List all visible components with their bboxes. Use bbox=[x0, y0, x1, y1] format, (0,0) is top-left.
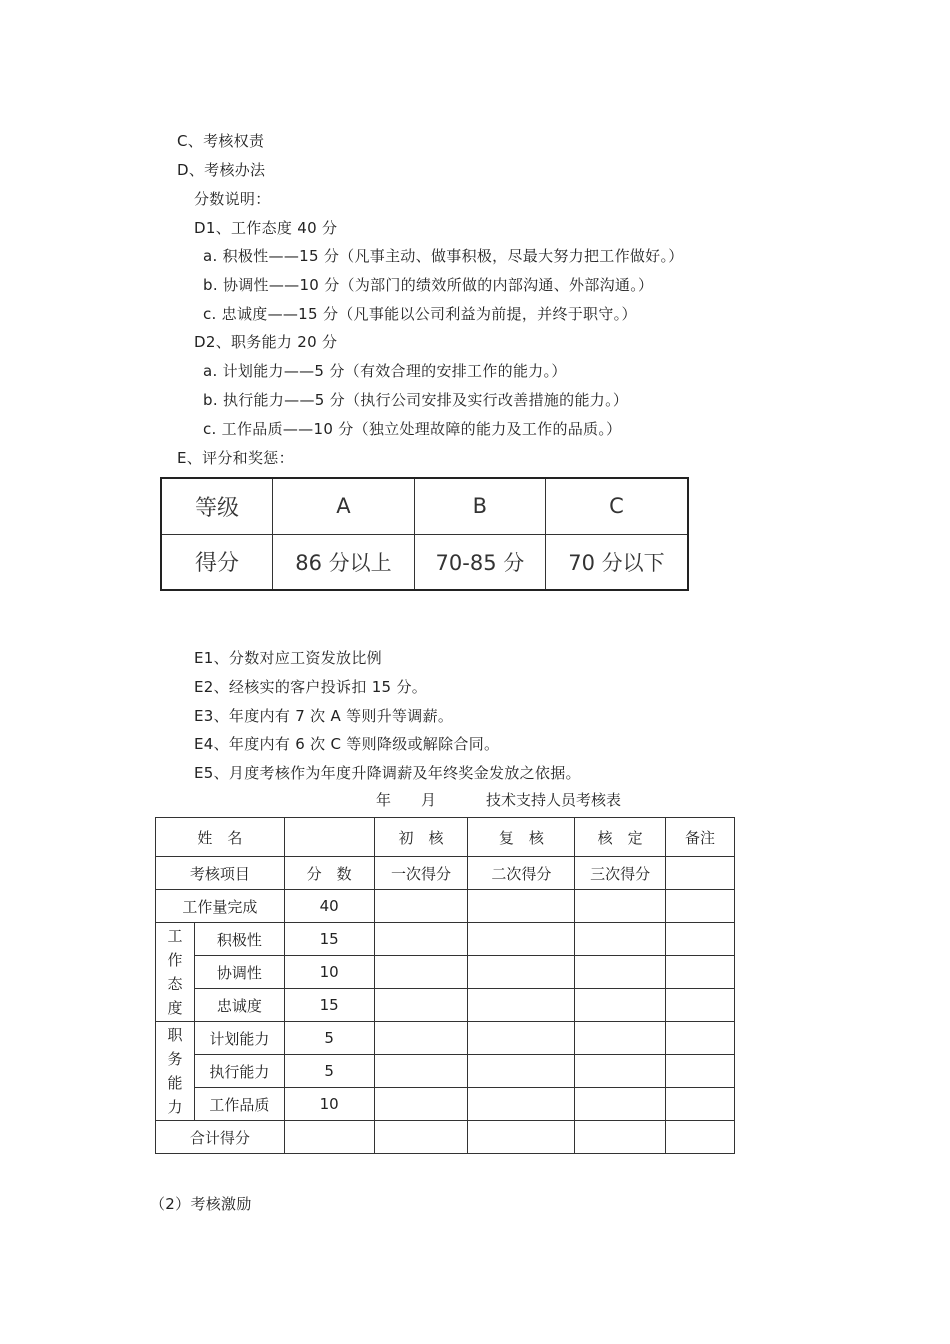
final-review-label: 核 定 bbox=[575, 818, 666, 857]
empty-cell bbox=[666, 1055, 735, 1088]
score1-label: 一次得分 bbox=[374, 857, 468, 890]
grade-header-cell: 等级 bbox=[161, 478, 273, 534]
rule-e1: E1、分数对应工资发放比例 bbox=[194, 649, 382, 667]
workload-label: 工作量完成 bbox=[156, 890, 285, 923]
table-row bbox=[156, 857, 735, 890]
grade-table bbox=[160, 477, 689, 591]
proactive-score: 15 bbox=[284, 923, 374, 956]
table-row bbox=[156, 1088, 735, 1121]
table-row bbox=[156, 890, 735, 923]
empty-cell bbox=[666, 857, 735, 890]
empty-cell bbox=[468, 1055, 575, 1088]
empty-cell bbox=[468, 1022, 575, 1055]
ability-char: 力 bbox=[167, 1098, 183, 1116]
empty-cell bbox=[468, 1088, 575, 1121]
total-label: 合计得分 bbox=[156, 1121, 285, 1154]
grade-cell-a: A bbox=[273, 478, 415, 534]
ability-char: 职 bbox=[167, 1026, 183, 1044]
empty-cell bbox=[374, 923, 468, 956]
ability-char: 能 bbox=[167, 1074, 183, 1092]
execution-score: 5 bbox=[284, 1055, 374, 1088]
table-row bbox=[156, 956, 735, 989]
empty-cell bbox=[468, 956, 575, 989]
remarks-label: 备注 bbox=[666, 818, 735, 857]
empty-cell bbox=[468, 890, 575, 923]
d1-heading: D1、工作态度 40 分 bbox=[194, 219, 338, 237]
table-row bbox=[156, 1121, 735, 1154]
table-row bbox=[156, 1022, 735, 1055]
empty-cell bbox=[575, 1121, 666, 1154]
score-cell-c: 70 分以下 bbox=[545, 534, 688, 590]
form-title bbox=[376, 790, 621, 810]
grade-cell-c: C bbox=[545, 478, 688, 534]
grade-row bbox=[161, 478, 688, 534]
empty-cell bbox=[575, 890, 666, 923]
empty-cell bbox=[468, 923, 575, 956]
attitude-char: 工 bbox=[167, 927, 183, 945]
d2-item-b: b. 执行能力——5 分（执行公司安排及实行改善措施的能力。） bbox=[203, 391, 629, 409]
grade-cell-b: B bbox=[414, 478, 545, 534]
d2-heading: D2、职务能力 20 分 bbox=[194, 333, 338, 351]
coordination-score: 10 bbox=[284, 956, 374, 989]
empty-cell bbox=[575, 989, 666, 1022]
table-row bbox=[156, 1055, 735, 1088]
table-row bbox=[156, 818, 735, 857]
d2-item-c: c. 工作品质——10 分（独立处理故障的能力及工作的品质。） bbox=[203, 420, 622, 438]
loyalty-score: 15 bbox=[284, 989, 374, 1022]
quality-score: 10 bbox=[284, 1088, 374, 1121]
ability-char: 务 bbox=[167, 1050, 183, 1068]
section-d: D、考核办法 bbox=[177, 161, 266, 179]
first-review-label: 初 核 bbox=[374, 818, 468, 857]
d1-item-b: b. 协调性——10 分（为部门的绩效所做的内部沟通、外部沟通。） bbox=[203, 276, 654, 294]
section-e: E、评分和奖惩： bbox=[177, 449, 294, 467]
attitude-char: 作 bbox=[167, 951, 183, 969]
score-cell-b: 70-85 分 bbox=[414, 534, 545, 590]
attitude-char: 态 bbox=[167, 975, 183, 993]
empty-cell bbox=[374, 1055, 468, 1088]
planning-score: 5 bbox=[284, 1022, 374, 1055]
score2-label: 二次得分 bbox=[468, 857, 575, 890]
empty-cell bbox=[666, 890, 735, 923]
second-review-label: 复 核 bbox=[468, 818, 575, 857]
month-label: 月 bbox=[421, 791, 437, 809]
execution-label: 执行能力 bbox=[194, 1055, 284, 1088]
empty-cell bbox=[575, 1022, 666, 1055]
empty-cell bbox=[468, 1121, 575, 1154]
score-label: 分 数 bbox=[284, 857, 374, 890]
rule-e3: E3、年度内有 7 次 A 等则升等调薪。 bbox=[194, 707, 454, 725]
d2-item-a: a. 计划能力——5 分（有效合理的安排工作的能力。） bbox=[203, 362, 567, 380]
empty-cell bbox=[666, 956, 735, 989]
empty-cell bbox=[374, 956, 468, 989]
assessment-table bbox=[155, 817, 735, 1154]
attitude-group-label bbox=[156, 923, 195, 1022]
ability-group-label bbox=[156, 1022, 195, 1121]
workload-score: 40 bbox=[284, 890, 374, 923]
table-row bbox=[156, 923, 735, 956]
attitude-char: 度 bbox=[167, 999, 183, 1017]
table-row bbox=[156, 989, 735, 1022]
score-note: 分数说明： bbox=[194, 190, 271, 208]
empty-cell bbox=[666, 989, 735, 1022]
section-c: C、考核权责 bbox=[177, 132, 265, 150]
empty-cell bbox=[666, 1022, 735, 1055]
empty-cell bbox=[374, 1121, 468, 1154]
rule-e2: E2、经核实的客户投诉扣 15 分。 bbox=[194, 678, 428, 696]
score-header-cell: 得分 bbox=[161, 534, 273, 590]
loyalty-label: 忠诚度 bbox=[194, 989, 284, 1022]
form-title-text: 技术支持人员考核表 bbox=[486, 791, 622, 809]
score3-label: 三次得分 bbox=[575, 857, 666, 890]
empty-cell bbox=[468, 989, 575, 1022]
rule-e4: E4、年度内有 6 次 C 等则降级或解除合同。 bbox=[194, 735, 500, 753]
score-row bbox=[161, 534, 688, 590]
empty-cell bbox=[374, 1022, 468, 1055]
d1-item-a: a. 积极性——15 分（凡事主动、做事积极，尽最大努力把工作做好。） bbox=[203, 247, 684, 265]
d1-item-c: c. 忠诚度——15 分（凡事能以公司利益为前提，并终于职守。） bbox=[203, 305, 637, 323]
empty-cell bbox=[575, 923, 666, 956]
footer-heading: （2）考核激励 bbox=[150, 1195, 252, 1213]
empty-cell bbox=[374, 1088, 468, 1121]
coordination-label: 协调性 bbox=[194, 956, 284, 989]
empty-cell bbox=[666, 1121, 735, 1154]
item-label: 考核项目 bbox=[156, 857, 285, 890]
empty-cell bbox=[374, 890, 468, 923]
empty-cell bbox=[575, 1055, 666, 1088]
name-label: 姓 名 bbox=[156, 818, 285, 857]
year-label: 年 bbox=[376, 791, 392, 809]
empty-cell bbox=[575, 956, 666, 989]
quality-label: 工作品质 bbox=[194, 1088, 284, 1121]
empty-cell bbox=[575, 1088, 666, 1121]
score-cell-a: 86 分以上 bbox=[273, 534, 415, 590]
empty-cell bbox=[374, 989, 468, 1022]
proactive-label: 积极性 bbox=[194, 923, 284, 956]
rule-e5: E5、月度考核作为年度升降调薪及年终奖金发放之依据。 bbox=[194, 764, 581, 782]
planning-label: 计划能力 bbox=[194, 1022, 284, 1055]
empty-cell bbox=[666, 923, 735, 956]
name-value bbox=[284, 818, 374, 857]
empty-cell bbox=[666, 1088, 735, 1121]
empty-cell bbox=[284, 1121, 374, 1154]
